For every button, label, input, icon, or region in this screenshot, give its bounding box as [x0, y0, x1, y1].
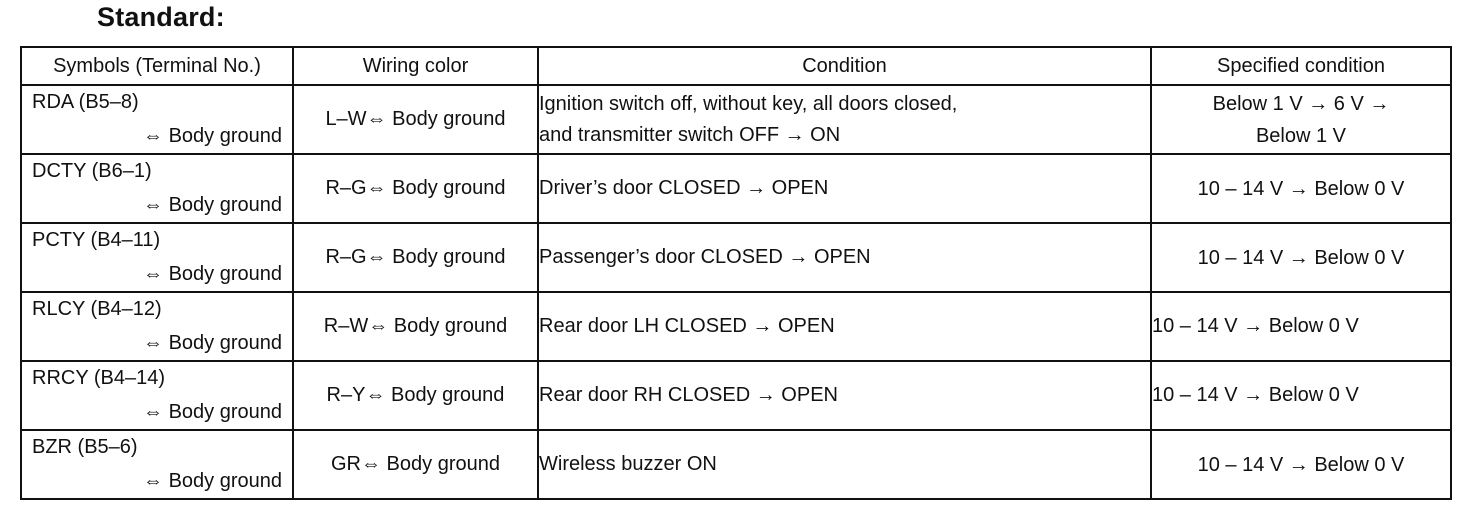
condition-cell	[538, 85, 1151, 154]
header-wiring-color: Wiring color	[293, 47, 538, 85]
standard-spec-table	[20, 46, 1452, 500]
specified-condition-cell: 10 – 14 V → Below 0 V	[1151, 223, 1451, 292]
symbol-cell	[21, 85, 293, 154]
ground-label: ⇔ Body ground	[143, 263, 282, 285]
condition-cell: Wireless buzzer ON	[538, 430, 1151, 499]
ground-label: ⇔ Body ground	[143, 401, 282, 423]
header-condition: Condition	[538, 47, 1151, 85]
wiring-color-cell: L–W⇔ Body ground	[293, 85, 538, 154]
symbol-cell	[21, 154, 293, 223]
ground-label: ⇔ Body ground	[143, 470, 282, 492]
symbol-cell	[21, 292, 293, 361]
table-row	[21, 223, 1451, 292]
symbol-cell	[21, 223, 293, 292]
table-row	[21, 430, 1451, 499]
table-row	[21, 292, 1451, 361]
symbol-cell	[21, 361, 293, 430]
symbol-cell	[21, 430, 293, 499]
page-title: Standard:	[97, 2, 225, 32]
terminal-label: RDA (B5–8)	[32, 91, 139, 113]
specified-condition-cell: 10 – 14 V → Below 0 V	[1151, 430, 1451, 499]
table-row	[21, 85, 1451, 154]
specified-condition-cell: 10 – 14 V → Below 0 V	[1151, 154, 1451, 223]
wiring-color-cell: R–W⇔ Body ground	[293, 292, 538, 361]
spec-line: Below 1 V → 6 V →	[1212, 92, 1390, 115]
terminal-label: DCTY (B6–1)	[32, 160, 152, 182]
wiring-color-cell: R–Y⇔ Body ground	[293, 361, 538, 430]
header-specified-condition: Specified condition	[1151, 47, 1451, 85]
specified-condition-cell: 10 – 14 V → Below 0 V	[1151, 361, 1451, 430]
specified-condition-cell: 10 – 14 V → Below 0 V	[1151, 292, 1451, 361]
table-row	[21, 154, 1451, 223]
ground-label: ⇔ Body ground	[143, 332, 282, 354]
ground-label: ⇔ Body ground	[143, 125, 282, 147]
header-row	[21, 47, 1451, 85]
ground-label: ⇔ Body ground	[143, 194, 282, 216]
specified-condition-cell	[1151, 85, 1451, 154]
wiring-color-cell: R–G⇔ Body ground	[293, 154, 538, 223]
spec-line: Below 1 V	[1255, 124, 1347, 147]
terminal-label: RRCY (B4–14)	[32, 367, 166, 389]
table-row	[21, 361, 1451, 430]
terminal-label: BZR (B5–6)	[32, 436, 138, 458]
header-symbols: Symbols (Terminal No.)	[21, 47, 293, 85]
condition-cell: Rear door RH CLOSED → OPEN	[538, 361, 1151, 430]
condition-cell: Passenger’s door CLOSED → OPEN	[538, 223, 1151, 292]
wiring-color-cell: R–G⇔ Body ground	[293, 223, 538, 292]
condition-line: and transmitter switch OFF → ON	[539, 123, 841, 146]
condition-cell: Driver’s door CLOSED → OPEN	[538, 154, 1151, 223]
terminal-label: RLCY (B4–12)	[32, 298, 162, 320]
wiring-color-cell: GR⇔ Body ground	[293, 430, 538, 499]
condition-cell: Rear door LH CLOSED → OPEN	[538, 292, 1151, 361]
condition-line: Ignition switch off, without key, all doors closed,	[539, 92, 958, 115]
terminal-label: PCTY (B4–11)	[32, 229, 161, 251]
